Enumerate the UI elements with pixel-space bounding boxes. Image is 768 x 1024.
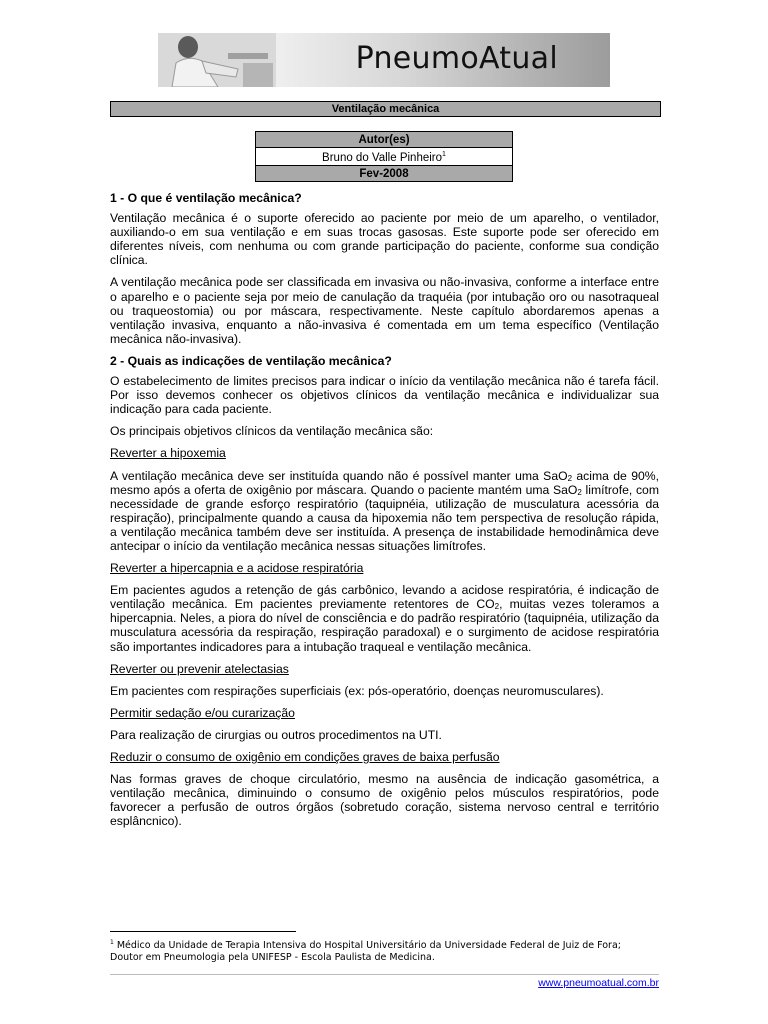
brand-title: PneumoAtual: [355, 41, 558, 76]
website-link[interactable]: www.pneumoatual.com.br: [538, 977, 659, 989]
footnote: [110, 937, 659, 963]
subsection-sedacao-title: Permitir sedação e/ou curarização: [110, 705, 295, 720]
subsection-oxigenio-title: Reduzir o consumo de oxigênio em condições graves de baixa perfusão: [110, 750, 500, 764]
footer-divider: [110, 974, 659, 975]
subsection-hipercapnia-text: Em pacientes agudos a retenção de gás carbônico, levando a acidose respiratória, é indicação de ventilação mecânica. Em pacientes previamente retentores de $CO_2$, muitas vezes toleramos a hipercapnia. Neles, a piora do nível de consciência e do padrão respiratório (taquipnéia, utilização da musculatura acessória da respiração, respiração paradoxal) e o surgimento de acidose respiratória são importantes indicadores para a intubação traqueal e ventilação mecânica.: [110, 583, 660, 654]
section-1-paragraph-1: Ventilação mecânica é o suporte oferecido ao paciente por meio de um aparelho, o ventilador, auxiliando-o em sua ventilação e em suas trocas gasosas. Este suporte pode ser oferecido em diferentes níveis, com nenhuma ou com grande participação do paciente, conforme sua condição clínica.: [110, 211, 659, 268]
subsection-atelectasias-text: Em pacientes com respirações superficiais (ex: pós-operatório, doenças neuromusculares).: [110, 683, 604, 698]
header-banner: [158, 33, 610, 87]
footnote-line-1: $^1$ Médico da Unidade de Terapia Intensiva do Hospital Universitário da Universidade Federal de Juiz de Fora;: [110, 939, 621, 951]
document-title: Ventilação mecânica: [110, 101, 661, 117]
author-label: Autor(es): [256, 132, 513, 148]
footnote-line-2: Doutor em Pneumologia pela UNIFESP - Escola Paulista de Medicina.: [110, 951, 435, 963]
section-2-heading: 2 - Quais as indicações de ventilação mecânica?: [110, 353, 392, 368]
subsection-hipoxemia-text: A ventilação mecânica deve ser instituída quando não é possível manter uma SaO$_2$ acima de 90%, mesmo após a oferta de oxigênio por máscara. Quando o paciente mantém uma SaO$_2$ limítrofe, com necessidade de grande esforço respiratório (taquipnéia, utilização de musculatura acessória da respiração), principalmente quando a causa da hipoxemia não tem perspectiva de resolução rápida, a ventilação mecânica também deve ser instituída. A presença de instabilidade hemodinâmica deve antecipar o início da ventilação mecânica nessas situações limítrofes.: [110, 468, 659, 553]
section-1-heading: 1 - O que é ventilação mecânica?: [110, 191, 302, 205]
publication-date: Fev-2008: [256, 166, 513, 182]
subsection-sedacao-text: Para realização de cirurgias ou outros procedimentos na UTI.: [110, 727, 442, 742]
footnote-mark: 1: [442, 151, 446, 158]
author-table: [255, 131, 513, 182]
section-2-paragraph-2: Os principais objetivos clínicos da ventilação mecânica são:: [110, 424, 434, 439]
footnote-divider: [110, 931, 296, 932]
subsection-atelectasias-title: Reverter ou prevenir atelectasias: [110, 661, 289, 676]
author-name: Bruno do Valle Pinheiro$^1$: [256, 148, 513, 166]
section-2-paragraph-1: O estabelecimento de limites precisos para indicar o início da ventilação mecânica não é tarefa fácil. Por isso devemos conhecer os objetivos clínicos da ventilação mecânica e individualizar sua indicação para cada paciente.: [110, 374, 659, 417]
subsection-hipoxemia-title: Reverter a hipoxemia: [110, 446, 226, 461]
doctor-photo-icon: [158, 33, 276, 87]
subsection-oxigenio-text: Nas formas graves de choque circulatório, mesmo na ausência de indicação gasométrica, a ventilação mecânica, diminuindo o consumo de oxigênio pelos músculos respiratórios, pode favorecer a perfusão de outros órgãos (sobretudo coração, sistema nervoso central e território esplâncnico).: [110, 772, 659, 829]
article-body: [110, 191, 659, 836]
section-1-paragraph-2: A ventilação mecânica pode ser classificada em invasiva ou não-invasiva, conforme a interface entre o aparelho e o paciente seja por meio de canulação da traquéia (por intubação oro ou nasotraqueal ou traqueostomia) ou por máscara, respectivamente. Neste capítulo abordaremos apenas a ventilação invasiva, enquanto a não-invasiva é comentada em um tema específico (Ventilação mecânica não-invasiva).: [110, 275, 659, 346]
subsection-hipercapnia-title: Reverter a hipercapnia e a acidose respiratória: [110, 561, 364, 576]
